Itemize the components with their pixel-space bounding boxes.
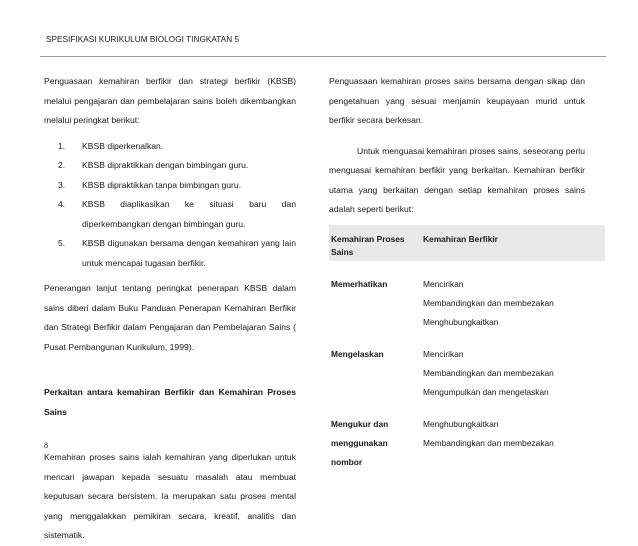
list-item-number: 4.	[58, 199, 66, 209]
list-item	[44, 195, 296, 234]
list-item-text: KBSB dipraktikkan dengan bimbingan guru.	[82, 160, 249, 170]
list-item	[44, 156, 296, 176]
section-heading: Perkaitan antara kemahiran Berfikir dan Kemahiran Proses Sains	[44, 387, 296, 417]
page-number: 8	[44, 441, 48, 450]
table-cell-thinking: Membandingkan dan membezakan	[423, 437, 554, 448]
list-item-number: 1.	[58, 140, 66, 151]
table-cell-thinking: Menghubungkaitkan	[423, 316, 499, 327]
table-cell-skill: Mengukur dan menggunakan nombor	[331, 418, 389, 467]
left-column	[44, 72, 296, 546]
page-header-title: SPESIFIKASI KURIKULUM BIOLOGI TINGKATAN 5	[46, 35, 240, 44]
table-row	[329, 415, 605, 472]
table-cell-thinking: Membandingkan dan membezakan	[423, 367, 554, 378]
list-item-text: KBSB dipraktikkan tanpa bimbingan guru.	[82, 179, 242, 190]
skills-table	[329, 225, 605, 472]
list-item-number: 2.	[58, 160, 66, 170]
table-cell-thinking: Membandingkan dan membezakan	[423, 297, 554, 308]
table-cell-skill: Mengelaskan	[331, 348, 384, 359]
list-item-number: 5.	[58, 238, 66, 248]
table-row	[329, 345, 605, 402]
list-item-text: KBSB diperkenalkan.	[82, 140, 164, 151]
table-cell-thinking: Mencirikan	[423, 348, 464, 359]
list-item-number: 3.	[58, 179, 66, 190]
table-header-thinking-skills: Kemahiran Berfikir	[423, 233, 498, 244]
list-item	[44, 137, 296, 157]
table-cell-thinking: Menghubungkaitkan	[423, 418, 499, 429]
table-row	[329, 275, 605, 332]
list-item-text: KBSB diaplikasikan ke situasi baru dan diperkembangkan dengan bimbingan guru.	[82, 199, 296, 229]
intro-paragraph: Penguasaan kemahiran berfikir dan strategi berfikir (KBSB) melalui pengajaran dan pembelajaran sains boleh dikembangkan melalui peringkat berikut:	[44, 76, 296, 125]
list-item-text: KBSB digunakan bersama dengan kemahiran yang lain untuk mencapai tugasan berfikir.	[82, 238, 296, 268]
kbsb-steps-list	[44, 137, 296, 274]
table-cell-thinking: Mencirikan	[423, 278, 464, 289]
mastery-paragraph: Penguasaan kemahiran proses sains bersama dengan sikap dan pengetahuan yang sesuai menjamin keupayaan murid untuk berfikir secara berkesan.	[329, 76, 585, 125]
thinking-skills-paragraph: Untuk menguasai kemahiran proses sains, seseorang perlu menguasai kemahiran berfikir yang berkaitan. Kemahiran berfikir utama yang berkaitan dengan setiap kemahiran proses sains adalah seperti berikut:	[329, 145, 585, 214]
table-header-process-skills: Kemahiran Proses Sains	[331, 233, 405, 257]
list-item	[44, 176, 296, 196]
table-cell-thinking: Mengumpulkan dan mengelaskan	[423, 386, 549, 397]
list-item	[44, 234, 296, 273]
table-header	[329, 225, 605, 261]
right-column	[329, 72, 585, 472]
table-cell-skill: Memerhatikan	[331, 278, 388, 289]
process-skills-paragraph: Kemahiran proses sains ialah kemahiran yang diperlukan untuk mencari jawapan kepada sesuatu masalah atau membuat keputusan secara bersistem. Ia merupakan satu proses mental yang menggalakkan pemikiran secara, kreatif, analitis dan sistematik.	[44, 452, 296, 540]
header-rule	[40, 56, 606, 57]
further-paragraph: Penerangan lanjut tentang peringkat penerapan KBSB dalam sains diberi dalam Buku Panduan Penerapan Kemahiran Berfikir dan Strategi Berfikir dalam Pengajaran dan Pembelajaran Sains ( Pusat Pembangunan Kurikulum, 1999).	[44, 283, 296, 352]
